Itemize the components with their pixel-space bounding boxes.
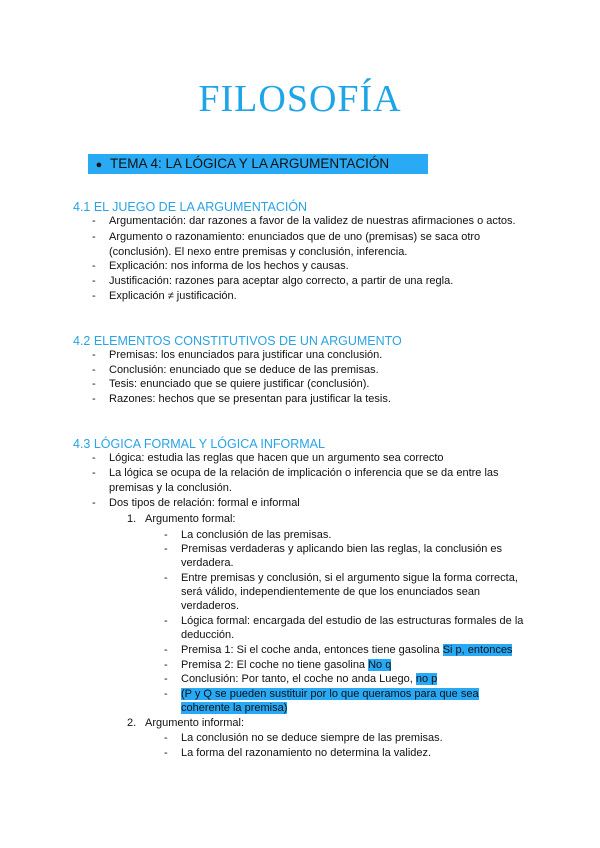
dash-marker: - [164,659,168,671]
dash-marker: - [92,290,96,302]
list-item: Premisas verdaderas y aplicando bien las reglas, la conclusión es [181,543,503,555]
section-title-4-3: 4.3 LÓGICA FORMAL Y LÓGICA INFORMAL [73,437,325,451]
premisa-2 [181,658,391,673]
list-item-continuation: será válido, independientemente de que los enunciados sean [181,586,481,598]
premisa-1 [181,643,512,658]
list-item: Conclusión: enunciado que se deduce de las premisas. [109,364,379,376]
dash-marker: - [92,452,96,464]
list-number: 1. [127,513,137,525]
dash-marker: - [92,393,96,405]
dash-marker: - [92,497,96,509]
dash-marker: - [92,364,96,376]
list-number: 2. [127,717,137,729]
dash-marker: - [164,688,168,700]
list-item: Argumento o razonamiento: enunciados que de uno (premisas) se saca otro [109,231,481,243]
list-item: Entre premisas y conclusión, si el argumento sigue la forma correcta, [181,572,518,584]
list-item-continuation: verdadera. [181,557,234,569]
dash-marker: - [164,529,168,541]
note-line-2 [181,701,287,716]
list-item: Razones: hechos que se presentan para justificar la tesis. [109,393,391,405]
list-item-continuation: verdaderos. [181,600,240,612]
dash-marker: - [164,673,168,685]
note-line-1 [181,687,479,702]
list-item: Explicación ≠ justificación. [109,290,237,302]
dash-marker: - [164,747,168,759]
list-item: Lógica: estudia las reglas que hacen que un argumento sea correcto [109,452,444,464]
dash-marker: - [92,349,96,361]
section-title-4-1: 4.1 EL JUEGO DE LA ARGUMENTACIÓN [73,200,308,214]
dash-marker: - [92,260,96,272]
section-title-4-2: 4.2 ELEMENTOS CONSTITUTIVOS DE UN ARGUMENTO [73,334,402,348]
note-highlight-1: (P y Q se pueden sustituir por lo que queramos para que sea [181,688,479,700]
list-item: La forma del razonamiento no determina la validez. [181,747,432,759]
list-item-continuation: (conclusión). El nexo entre premisas y conclusión, inferencia. [109,246,408,258]
premisa-1-text: Premisa 1: Si el coche anda, entonces tiene gasolina [181,644,443,656]
conclusion [181,672,437,687]
dash-marker: - [164,615,168,627]
dash-marker: - [164,543,168,555]
note-highlight-2: coherente la premisa) [181,702,288,714]
dash-marker: - [92,215,96,227]
dash-marker: - [164,732,168,744]
list-item: La conclusión no se deduce siempre de las premisas. [181,732,443,744]
dash-marker: - [92,378,96,390]
list-item: Premisas: los enunciados para justificar una conclusión. [109,349,383,361]
list-item: Lógica formal: encargada del estudio de las estructuras formales de la [181,615,524,627]
list-item: Tesis: enunciado que se quiere justificar (conclusión). [109,378,370,390]
list-item: Explicación: nos informa de los hechos y causas. [109,260,349,272]
list-item-continuation: deducción. [181,629,235,641]
dash-marker: - [164,644,168,656]
dash-marker: - [92,467,96,479]
bullet-icon: ● [95,159,103,171]
premisa-2-text: Premisa 2: El coche no tiene gasolina [181,659,369,671]
dash-marker: - [92,275,96,287]
page-title: FILOSOFÍA [198,78,402,120]
subsection-label-informal: Argumento informal: [145,717,245,729]
premisa-1-highlight: Si p, entonces [442,644,513,656]
dash-marker: - [92,231,96,243]
list-item: La lógica se ocupa de la relación de implicación o inferencia que se da entre las [109,467,499,479]
list-item: Argumentación: dar razones a favor de la validez de nuestras afirmaciones o actos. [109,215,516,227]
conclusion-text: Conclusión: Por tanto, el coche no anda Luego, [181,673,416,685]
subsection-label-formal: Argumento formal: [145,513,236,525]
list-item: Dos tipos de relación: formal e informal [109,497,300,509]
premisa-2-highlight: No q [368,659,392,671]
list-item-continuation: premisas y la conclusión. [109,482,232,494]
dash-marker: - [164,572,168,584]
conclusion-highlight: no p [415,673,438,685]
list-item: Justificación: razones para aceptar algo correcto, a partir de una regla. [109,275,454,287]
tema-heading-text: TEMA 4: LA LÓGICA Y LA ARGUMENTACIÓN [110,156,390,171]
tema-heading [88,154,428,174]
list-item: La conclusión de las premisas. [181,529,332,541]
